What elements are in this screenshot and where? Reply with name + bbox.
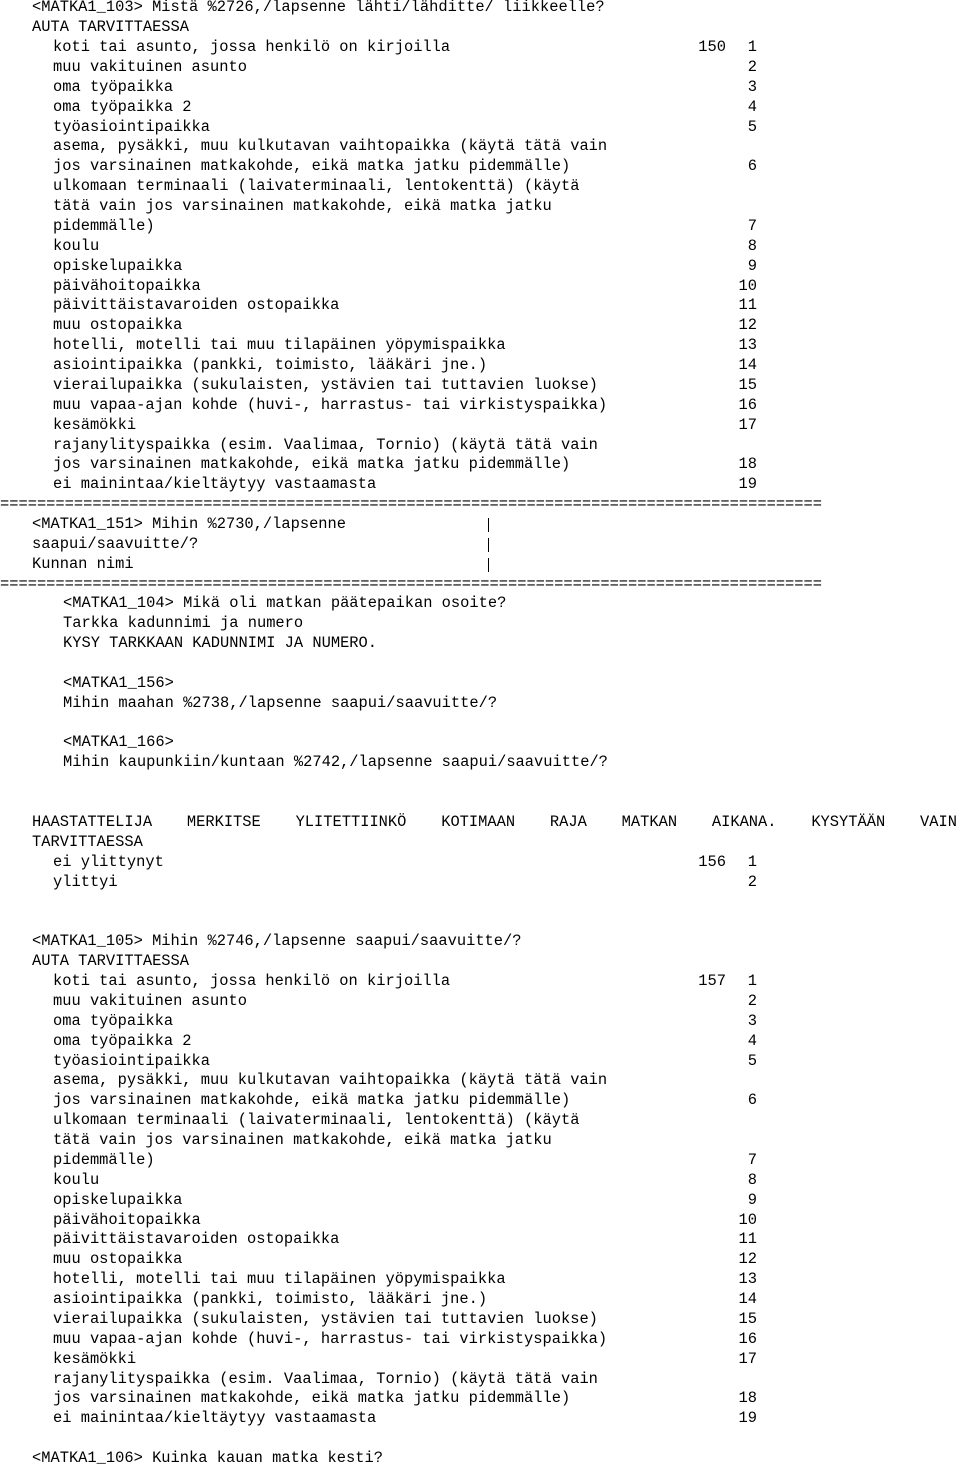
q166-header: <MATKA1_166> (63, 733, 174, 751)
q105-option-label: pidemmälle) (53, 1150, 155, 1169)
q103-option-label: asiointipaikka (pankki, toimisto, lääkäri jne.) (53, 356, 488, 374)
q156-question: Mihin maahan %2738,/lapsenne saapui/saavuitte/? (63, 694, 498, 712)
answer-box-border (488, 518, 489, 532)
q105-option-code: 18 (738, 1389, 757, 1408)
q105-option-label: oma työpaikka (53, 1011, 174, 1030)
q103-option-label: kesämökki (53, 415, 137, 434)
q104-line2: Tarkka kadunnimi ja numero (63, 614, 304, 632)
q105-option-code: 9 (747, 1190, 757, 1209)
q103-option-label: koti tai asunto, jossa henkilö on kirjoilla (53, 38, 451, 56)
instruction-word: AIKANA. (711, 813, 777, 831)
q103-option-code: 7 (747, 216, 757, 235)
q105-option-label: päivähoitopaikka (53, 1210, 201, 1229)
instruction-word: YLITETTIINKÖ (295, 813, 407, 831)
q151-question-line2: saapui/saavuitte/? (32, 535, 199, 553)
q105-option-label: asiointipaikka (pankki, toimisto, lääkäri jne.) (53, 1290, 488, 1308)
q105-column-number: 157 (698, 972, 726, 990)
q105-option-label: kesämökki (53, 1349, 137, 1368)
q103-option-label: opiskelupaikka (53, 256, 183, 275)
border-option-code: 2 (747, 872, 757, 891)
q103-option-code: 14 (738, 356, 757, 374)
q103-option-label: päivittäistavaroiden ostopaikka (53, 296, 340, 315)
q105-option-label: työasiointipaikka (53, 1051, 211, 1070)
q105-option-code: 11 (738, 1230, 757, 1249)
q105-option-label: oma työpaikka 2 (53, 1031, 192, 1050)
q104-line3: KYSY TARKKAAN KADUNNIMI JA NUMERO. (63, 634, 378, 652)
q103-option-code: 13 (738, 336, 757, 355)
q103-option-label: oma työpaikka (53, 77, 174, 96)
q103-option-code: 6 (747, 157, 757, 176)
q151-question-line1: <MATKA1_151> Mihin %2730,/lapsenne (32, 515, 347, 533)
q105-option-label: koulu (53, 1170, 100, 1189)
q105-option-label: muu vapaa-ajan kohde (huvi-, harrastus- tai virkistyspaikka) (53, 1329, 608, 1348)
q105-option-label: opiskelupaikka (53, 1190, 183, 1209)
q105-option-label: ei mainintaa/kieltäytyy vastaamasta (53, 1409, 377, 1428)
q105-option-label: päivittäistavaroiden ostopaikka (53, 1230, 340, 1249)
q103-option-label: muu ostopaikka (53, 316, 183, 335)
border-option-label: ei ylittynyt (53, 853, 164, 871)
q103-option-label: jos varsinainen matkakohde, eikä matka jatku pidemmälle) (53, 157, 571, 176)
instruction-word: MERKITSE (186, 813, 261, 831)
q105-option-label: jos varsinainen matkakohde, eikä matka jatku pidemmälle) (53, 1091, 571, 1110)
q105-option-code: 5 (747, 1051, 757, 1070)
instruction-word: KOTIMAAN (441, 813, 516, 831)
q103-option-label: päivähoitopaikka (53, 276, 201, 295)
q103-header: <MATKA1_103> Mistä %2726,/lapsenne lähti/lähditte/ liikkeelle? (32, 0, 605, 16)
q105-option-label: hotelli, motelli tai muu tilapäinen yöpymispaikka (53, 1270, 506, 1289)
instruction-word: RAJA (549, 813, 587, 831)
q105-option-label: muu vakituinen asunto (53, 991, 247, 1010)
q105-option-code: 16 (738, 1329, 757, 1348)
q103-option-label: vierailupaikka (sukulaisten, ystävien tai tuttavien luokse) (53, 375, 598, 394)
q105-option-code: 12 (738, 1250, 757, 1269)
q105-option-code: 4 (747, 1031, 757, 1050)
q103-option-label: koulu (53, 236, 100, 255)
q103-option-label: rajanylityspaikka (esim. Vaalimaa, Tornio) (käytä tätä vain (53, 435, 598, 454)
q105-option-code: 8 (747, 1170, 757, 1189)
q103-option-code: 15 (738, 375, 757, 394)
q103-option-label: pidemmälle) (53, 216, 155, 235)
q103-option-label: ulkomaan terminaali (laivaterminaali, lentokenttä) (käytä (53, 177, 580, 196)
q103-option-code: 11 (738, 296, 757, 315)
answer-box-border (488, 538, 489, 552)
q103-option-code: 10 (738, 276, 757, 295)
q103-option-label: tätä vain jos varsinainen matkakohde, eikä matka jatku (53, 197, 552, 215)
q105-option-code: 2 (747, 991, 757, 1010)
q103-option-code: 4 (747, 97, 757, 116)
instruction-word: HAASTATTELIJA (32, 813, 153, 831)
q105-option-code: 17 (738, 1349, 757, 1368)
instruction-word: MATKAN (621, 813, 678, 831)
q151-answer-label: Kunnan nimi (32, 555, 134, 573)
q105-option-code: 6 (747, 1091, 757, 1110)
answer-box-border (488, 558, 489, 572)
border-column-number: 156 (698, 853, 726, 871)
q105-option-label: koti tai asunto, jossa henkilö on kirjoilla (53, 972, 451, 990)
q103-option-label: ei mainintaa/kieltäytyy vastaamasta (53, 475, 377, 494)
q103-option-code: 2 (747, 57, 757, 76)
q105-option-code: 10 (738, 1210, 757, 1229)
border-option-code: 1 (747, 853, 757, 871)
q105-option-label: rajanylityspaikka (esim. Vaalimaa, Tornio) (käytä tätä vain (53, 1369, 598, 1388)
separator-line: ========================================================================================= (0, 575, 822, 593)
q105-option-code: 3 (747, 1011, 757, 1030)
q166-question: Mihin kaupunkiin/kuntaan %2742,/lapsenne saapui/saavuitte/? (63, 753, 608, 771)
q105-option-code: 19 (738, 1409, 757, 1428)
q103-option-label: oma työpaikka 2 (53, 97, 192, 116)
q103-instruction: AUTA TARVITTAESSA (32, 18, 190, 36)
separator-line: ========================================================================================= (0, 495, 822, 513)
q105-option-label: asema, pysäkki, muu kulkutavan vaihtopaikka (käytä tätä vain (53, 1071, 608, 1090)
border-instruction-line2: TARVITTAESSA (32, 833, 143, 851)
q106-header: <MATKA1_106> Kuinka kauan matka kesti? (32, 1449, 383, 1467)
q103-option-code: 8 (747, 236, 757, 255)
q104-header: <MATKA1_104> Mikä oli matkan päätepaikan osoite? (63, 594, 507, 612)
q103-column-number: 150 (698, 38, 726, 56)
q103-option-code: 3 (747, 77, 757, 96)
q103-option-label: asema, pysäkki, muu kulkutavan vaihtopaikka (käytä tätä vain (53, 137, 608, 156)
q156-header: <MATKA1_156> (63, 674, 174, 692)
q105-option-label: jos varsinainen matkakohde, eikä matka jatku pidemmälle) (53, 1389, 571, 1408)
instruction-word: KYSYTÄÄN (811, 813, 886, 831)
q103-option-code: 5 (747, 117, 757, 136)
q103-option-label: muu vakituinen asunto (53, 57, 247, 76)
q105-option-code: 15 (738, 1309, 757, 1328)
q103-option-code: 19 (738, 475, 757, 494)
q103-option-label: työasiointipaikka (53, 117, 211, 136)
q105-option-label: ulkomaan terminaali (laivaterminaali, lentokenttä) (käytä (53, 1111, 580, 1130)
q103-option-code: 1 (747, 38, 757, 56)
instruction-word: VAIN (920, 813, 957, 831)
q105-option-label: vierailupaikka (sukulaisten, ystävien tai tuttavien luokse) (53, 1309, 598, 1328)
q105-option-code: 7 (747, 1150, 757, 1169)
q103-option-label: jos varsinainen matkakohde, eikä matka jatku pidemmälle) (53, 455, 571, 474)
q103-option-label: hotelli, motelli tai muu tilapäinen yöpymispaikka (53, 336, 506, 355)
q103-option-code: 17 (738, 415, 757, 434)
q105-option-label: tätä vain jos varsinainen matkakohde, eikä matka jatku (53, 1131, 552, 1149)
border-crossing-instruction (32, 813, 957, 831)
q105-instruction: AUTA TARVITTAESSA (32, 952, 190, 970)
q103-option-code: 12 (738, 316, 757, 335)
border-option-label: ylittyi (53, 872, 118, 891)
q103-option-code: 9 (747, 256, 757, 275)
q105-option-label: muu ostopaikka (53, 1250, 183, 1269)
q103-option-code: 18 (738, 455, 757, 474)
q105-option-code: 14 (738, 1290, 757, 1308)
q105-header: <MATKA1_105> Mihin %2746,/lapsenne saapui/saavuitte/? (32, 932, 522, 950)
q105-option-code: 1 (747, 972, 757, 990)
q103-option-label: muu vapaa-ajan kohde (huvi-, harrastus- tai virkistyspaikka) (53, 395, 608, 414)
q105-option-code: 13 (738, 1270, 757, 1289)
q103-option-code: 16 (738, 395, 757, 414)
